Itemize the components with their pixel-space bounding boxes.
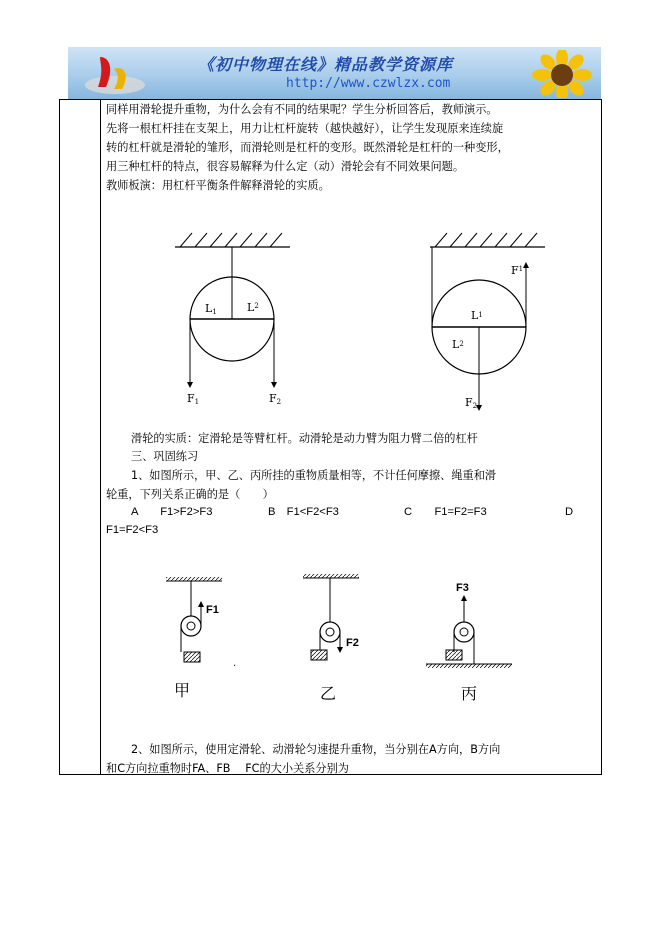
movable-l1-label: L1 [471,309,483,322]
movable-f1-label: $F^1$ [511,264,524,277]
label-yi: 乙 [320,684,337,703]
option-a: A F1>F2>F3 [131,506,213,518]
pulley-yi [303,574,359,660]
option-b: B F1<F2<F3 [268,506,339,518]
yi-f2-label: F2 [346,637,359,649]
question2-line2: 和C方向拉重物时FA、FB FC的大小关系分别为 [106,762,349,775]
question2-line1: 2、如图所示，使用定滑轮、动滑轮匀速提升重物，当分别在A方向，B方向 [131,743,501,756]
option-d: D [565,506,574,518]
question1-line2: 轮重，下列关系正确的是（ ） [106,488,274,501]
question1-line1: 1、如图所示，甲、乙、丙所挂的重物质量相等，不计任何摩擦、绳重和滑 [131,469,497,482]
pulley-lever-diagrams [100,215,601,415]
movable-f2-label: F2 [465,396,478,410]
movable-pulley-diagram [430,233,545,410]
paragraph-line-2: 先将一根杠杆挂在支架上，用力让杠杆旋转（越快越好），让学生发现原来连续旋 [106,122,504,135]
fixed-pulley-diagram [175,233,290,406]
header-banner [68,47,601,99]
jia-f1-label: F1 [206,604,219,616]
label-jia: 甲 [174,681,191,700]
banner-url[interactable]: http://www.czwlzx.com [286,76,451,91]
bing-f3-label: F3 [456,582,469,594]
pulley-jia [166,577,236,669]
pulley-bing [426,582,512,668]
sunflower-icon [526,50,598,98]
fixed-l2-label: $L^2$ [247,301,259,314]
pulley-essence-text: 滑轮的实质：定滑轮是等臂杠杆。动滑轮是动力臂为阻力臂二倍的杠杆 [131,432,478,445]
paragraph-line-1: 同样用滑轮提升重物，为什么会有不同的结果呢？学生分析回答后，教师演示。 [106,103,498,116]
option-d-value: F1=F2<F3 [106,524,159,536]
paragraph-line-4: 用三种杠杆的特点，很容易解释为什么定（动）滑轮会有不同效果问题。 [106,160,465,173]
fixed-f1-label: F1 [187,392,200,406]
fixed-l1-label: L1 [205,302,217,316]
logo-icon [80,51,150,97]
section-heading: 三、巩固练习 [131,450,199,463]
figure-dot: . [233,658,237,669]
label-bing: 丙 [461,684,478,703]
three-pulley-figure [100,560,601,710]
paragraph-line-5: 教师板演：用杠杆平衡条件解释滑轮的实质。 [106,179,330,192]
paragraph-line-3: 转的杠杆就是滑轮的雏形，而滑轮则是杠杆的变形。既然滑轮是杠杆的一种变形， [106,141,509,154]
banner-title: 《初中物理在线》精品教学资源库 [198,55,454,74]
option-c: C F1=F2=F3 [404,506,487,518]
movable-l2-label: L2 [452,338,464,351]
fixed-f2-label: F2 [269,392,282,406]
